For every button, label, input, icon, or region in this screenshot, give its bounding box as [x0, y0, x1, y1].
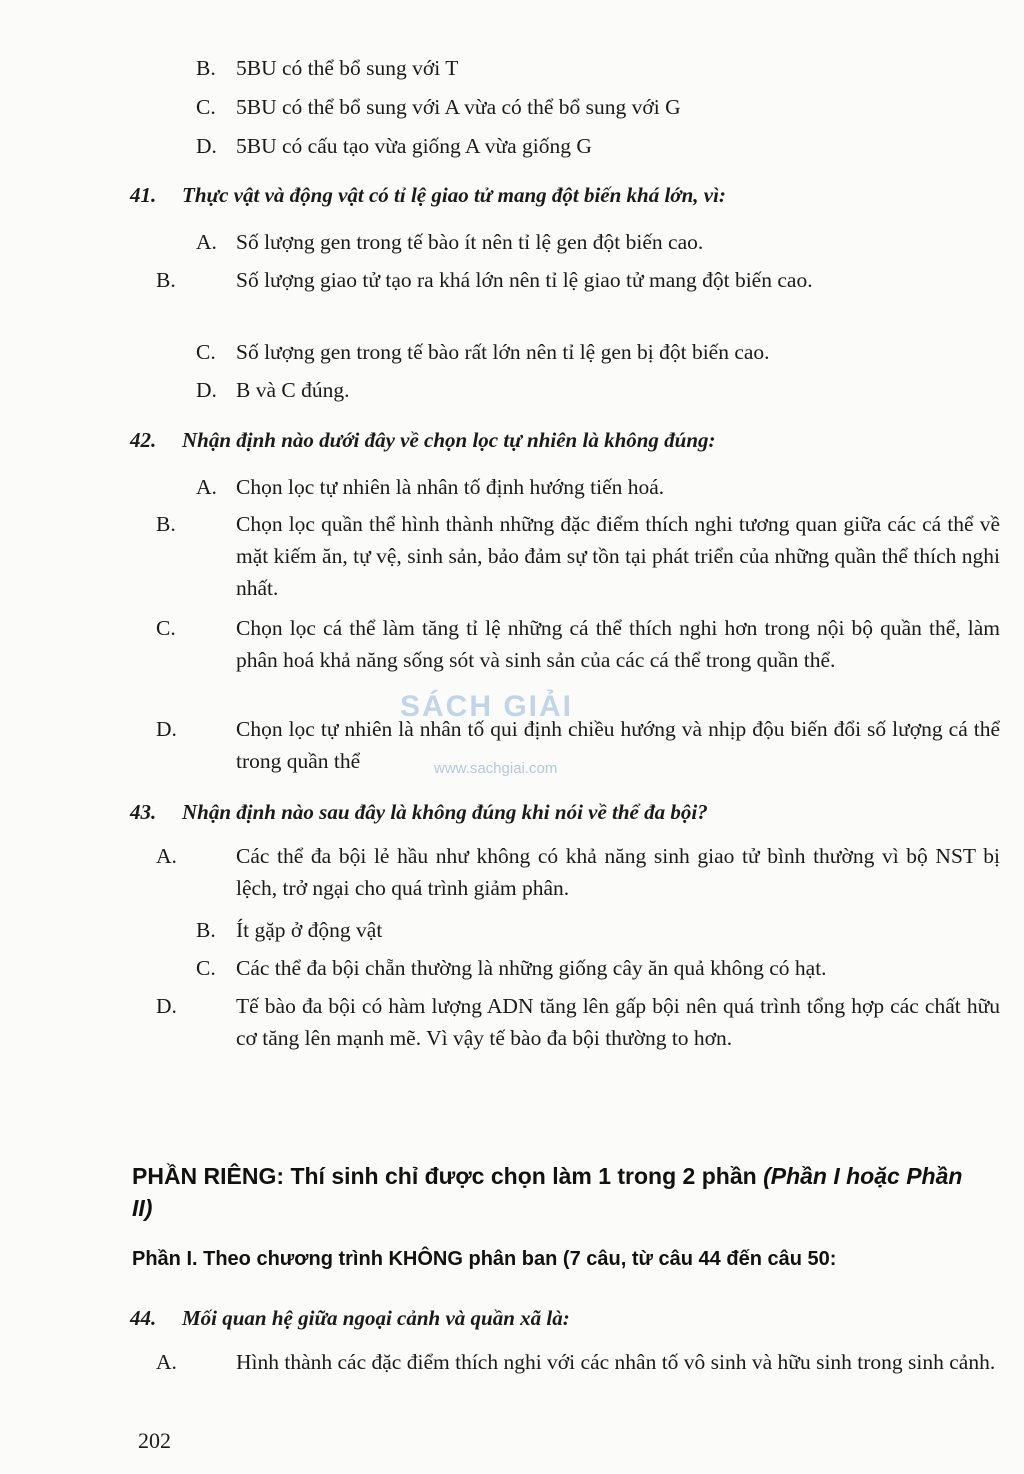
option-letter: D. — [156, 717, 177, 741]
question-41 — [130, 183, 970, 208]
question-number: 42. — [130, 428, 157, 452]
option-prev-d — [196, 130, 966, 162]
option-letter: C. — [196, 95, 216, 119]
q43-option-d — [156, 990, 1000, 1054]
q41-option-b — [156, 264, 1000, 296]
q41-option-a — [196, 226, 966, 258]
section-subtitle: Phần I. Theo chương trình KHÔNG phân ban (7 câu, từ câu 44 đến câu 50: — [132, 1248, 837, 1270]
question-number: 41. — [130, 183, 157, 207]
q43-option-b — [196, 914, 966, 946]
q43-option-a — [156, 840, 1000, 904]
question-43 — [130, 800, 970, 825]
section-heading — [132, 1160, 972, 1224]
option-text: Các thể đa bội lẻ hầu như không có khả năng sinh giao tử bình thường vì bộ NST bị lệch, trở ngại cho quá trình giảm phân. — [236, 844, 1000, 900]
option-text: B và C đúng. — [236, 378, 350, 402]
option-text: Số lượng gen trong tế bào ít nên tỉ lệ gen đột biến cao. — [236, 230, 704, 254]
option-text: Chọn lọc tự nhiên là nhân tố định hướng tiến hoá. — [236, 475, 665, 499]
question-number: 43. — [130, 800, 157, 824]
question-text: Mối quan hệ giữa ngoại cảnh và quần xã là: — [182, 1306, 570, 1330]
option-text: 5BU có thể bổ sung với T — [236, 56, 459, 80]
section-title-italic: (Phần I hoặc Phần II) — [132, 1163, 963, 1221]
option-letter: A. — [196, 475, 217, 499]
page-number: 202 — [138, 1428, 171, 1453]
question-42 — [130, 428, 970, 453]
question-44 — [130, 1306, 970, 1331]
option-letter: B. — [156, 512, 176, 536]
watermark-logo: SÁCH GIẢI — [400, 690, 574, 723]
question-number: 44. — [130, 1306, 157, 1330]
option-prev-c — [196, 91, 966, 123]
q42-option-b — [156, 508, 1000, 604]
section-title: PHẦN RIÊNG: Thí sinh chỉ được chọn làm 1 trong 2 phần — [132, 1163, 757, 1189]
option-prev-b — [196, 52, 966, 84]
option-letter: B. — [196, 56, 216, 80]
option-text: Chọn lọc tự nhiên là nhân tố qui định chiều hướng và nhịp độu biến đổi số lượng cá thể trong quần thể — [236, 717, 1000, 773]
option-text: Số lượng gen trong tế bào rất lớn nên tỉ lệ gen bị đột biến cao. — [236, 340, 770, 364]
q41-option-d — [196, 374, 966, 406]
option-letter: C. — [196, 956, 216, 980]
option-text: Chọn lọc quần thể hình thành những đặc điểm thích nghi tương quan giữa các cá thể về mặt kiếm ăn, tự vệ, sinh sản, bảo đảm sự tồn tại phát triển của những quần thể thích nghi nhất. — [236, 512, 1000, 600]
option-text: Chọn lọc cá thể làm tăng tỉ lệ những cá thể thích nghi hơn trong nội bộ quần thể, làm phân hoá khả năng sống sót và sinh sản của các cá thể trong quần thể. — [236, 616, 1000, 672]
q43-option-c — [196, 952, 966, 984]
option-text: Hình thành các đặc điểm thích nghi với các nhân tố vô sinh và hữu sinh trong sinh cảnh. — [236, 1350, 996, 1374]
option-text: 5BU có cấu tạo vừa giống A vừa giống G — [236, 134, 592, 158]
q42-option-d — [156, 713, 1000, 777]
option-letter: D. — [156, 994, 177, 1018]
option-text: Số lượng giao tử tạo ra khá lớn nên tỉ lệ giao tử mang đột biến cao. — [236, 268, 813, 292]
option-letter: A. — [196, 230, 217, 254]
option-letter: A. — [156, 844, 177, 868]
option-text: 5BU có thể bổ sung với A vừa có thể bổ sung với G — [236, 95, 681, 119]
q44-option-a — [156, 1346, 1000, 1378]
question-text: Thực vật và động vật có tỉ lệ giao tử mang đột biến khá lớn, vì: — [182, 183, 726, 207]
q42-option-a — [196, 471, 966, 503]
q42-option-c — [156, 612, 1000, 676]
option-letter: D. — [196, 134, 217, 158]
option-letter: C. — [196, 340, 216, 364]
option-letter: D. — [196, 378, 217, 402]
q41-option-c — [196, 336, 966, 368]
option-text: Ít gặp ở động vật — [236, 918, 383, 942]
option-text: Tế bào đa bội có hàm lượng ADN tăng lên gấp bội nên quá trình tổng hợp các chất hữu cơ tăng lên mạnh mẽ. Vì vậy tế bào đa bội thường to hơn. — [236, 994, 1000, 1050]
watermark-url: www.sachgiai.com — [434, 760, 558, 777]
option-letter: B. — [196, 918, 216, 942]
question-text: Nhận định nào sau đây là không đúng khi nói về thể đa bội? — [182, 800, 708, 824]
question-text: Nhận định nào dưới đây về chọn lọc tự nhiên là không đúng: — [182, 428, 716, 452]
option-letter: C. — [156, 616, 176, 640]
option-text: Các thể đa bội chẵn thường là những giống cây ăn quả không có hạt. — [236, 956, 827, 980]
option-letter: B. — [156, 268, 176, 292]
option-letter: A. — [156, 1350, 177, 1374]
